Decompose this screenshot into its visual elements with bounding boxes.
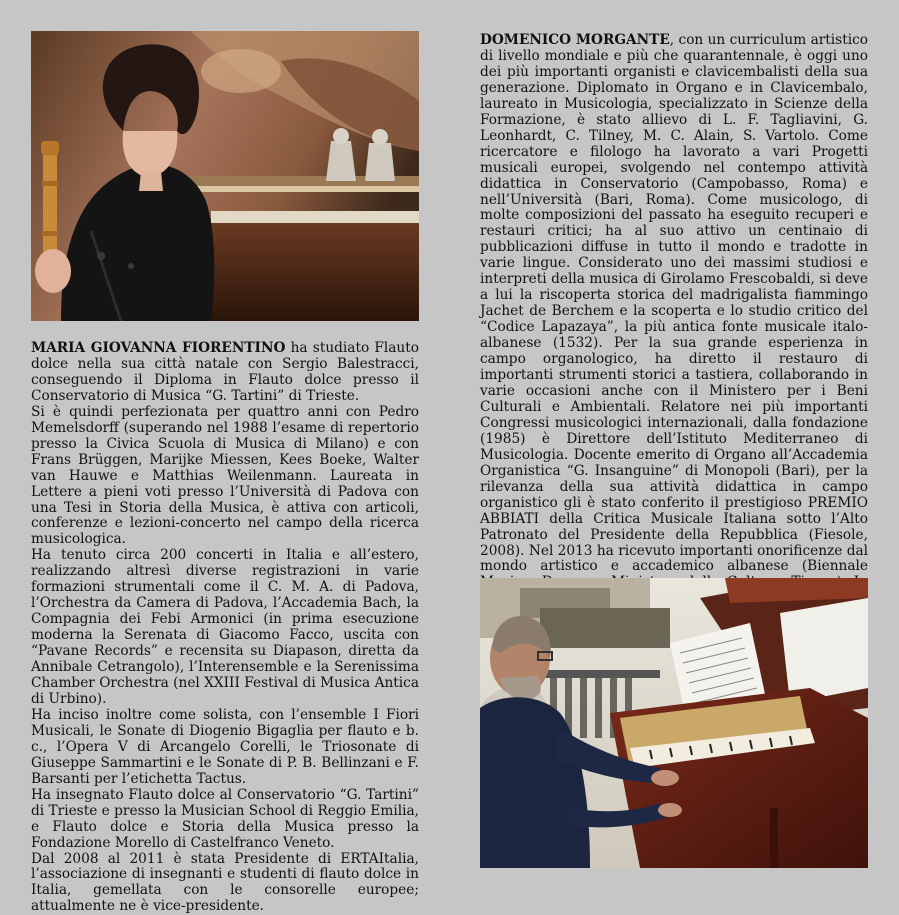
biography-domenico-morgante [480, 33, 868, 655]
bio-paragraph: MARIA GIOVANNA FIORENTINO ha studiato Flauto dolce nella sua città natale con Sergio Balestracci, conseguendo il Diploma in Flauto dolce presso il Conservatorio di Musica “G. Tartini” di Trieste. [31, 341, 419, 405]
artist-name: DOMENICO MORGANTE [480, 32, 670, 48]
photo-maria-giovanna-fiorentino [31, 31, 419, 321]
artist-name: MARIA GIOVANNA FIORENTINO [31, 340, 285, 356]
bio-paragraph: Ha tenuto circa 200 concerti in Italia e all’estero, realizzando altresì diverse registrazioni in varie formazioni strumentali come il C. M. A. di Padova, l’Orchestra da Camera di Padova, l’Accademia Bach, la Compagnia dei Febi Armonici (in prima esecuzione moderna la Serenata di Giacomo Facco, uscita con “Pavane Records” e recensita su Diapason, diretta da Annibale Cetrangolo), l’Interensemble e la Serenissima Chamber Orchestra (nel XXIII Festival di Musica Antica di Urbino). [31, 548, 419, 708]
biography-maria-giovanna-fiorentino [31, 341, 419, 915]
bio-paragraph: Ha inciso inoltre come solista, con l’ensemble I Fiori Musicali, le Sonate di Diogenio Bigaglia per flauto e b. c., l’Opera V di Arcangelo Corelli, le Triosonate di Giuseppe Sammartini e le Sonate di P. B. Bellinzani e F. Barsanti per l’etichetta Tactus. [31, 708, 419, 788]
photo-domenico-morgante [480, 578, 868, 868]
bio-paragraph: DOMENICO MORGANTE, con un curriculum artistico di livello mondiale e più che quarantennale, è oggi uno dei più importanti organisti e clavicembalisti della sua generazione. Diplomato in Organo e in Clavicembalo, laureato in Musicologia, specializzato in Scienze della Formazione, è stato allievo di L. F. Tagliavini, G. Leonhardt, C. Tilney, M. C. Alain, S. Vartolo. Come ricercatore e filologo ha lavorato a vari Progetti musicali europei, svolgendo nel contempo attività didattica in Conservatorio (Campobasso, Roma) e nell’Università (Bari, Roma). Come musicologo, di molte composizioni del passato ha eseguito recuperi e restauri critici; ha al suo attivo un centinaio di pubblicazioni diffuse in tutto il mondo e tradotte in varie lingue. Considerato uno dei massimi studiosi e interpreti della musica di Girolamo Frescobaldi, si deve a lui la riscoperta storica del madrigalista fiammingo Jachet de Berchem e la scoperta e lo studio critico del “Codice Lapazaya”, la più antica fonte musicale italo-albanese (1532). Per la sua grande esperienza in campo organologico, ha diretto il restauro di importanti strumenti storici a tastiera, collaborando in varie occasioni anche con il Ministero per i Beni Culturali e Ambientali. Relatore nei più importanti Congressi musicologici internazionali, dalla fondazione (1985) è Direttore dell’Istituto Mediterraneo di Musicologia. Docente emerito di Organo all’Accademia Organistica “G. Insanguine” di Monopoli (Bari), per la rilevanza della sua attività didattica in campo organistico gli è stato conferito il prestigioso PREMIO ABBIATI della Critica Musicale Italiana sotto l’Alto Patronato del Presidente della Repubblica (Fiesole, 2008). Nel 2013 ha ricevuto importanti onorificenze dal mondo artistico e accademico albanese (Biennale [480, 33, 868, 655]
bio-paragraph: Si è quindi perfezionata per quattro anni con Pedro Memelsdorff (superando nel 1988 l’esame di repertorio presso la Civica Scuola di Musica di Milano) e con Frans Brüggen, Marijke Miessen, Kees Boeke, Walter van Hauwe e Matthias Weilenmann. Laureata in Lettere a pieni voti presso l’Università di Padova con una Tesi in Storia della Musica, è attiva con articoli, conferenze e lezioni-concerto nel campo della ricerca musicologica. [31, 405, 419, 549]
bio-paragraph: Dal 2008 al 2011 è stata Presidente di ERTAItalia, l’associazione di insegnanti e studenti di flauto dolce in Italia, gemellata con le consorelle europee; attualmente ne è vice-presidente. [31, 852, 419, 915]
bio-paragraph: Ha insegnato Flauto dolce al Conservatorio “G. Tartini” di Trieste e presso la Musician School di Reggio Emilia, e Flauto dolce e Storia della Musica presso la Fondazione Morello di Castelfranco Veneto. [31, 788, 419, 852]
